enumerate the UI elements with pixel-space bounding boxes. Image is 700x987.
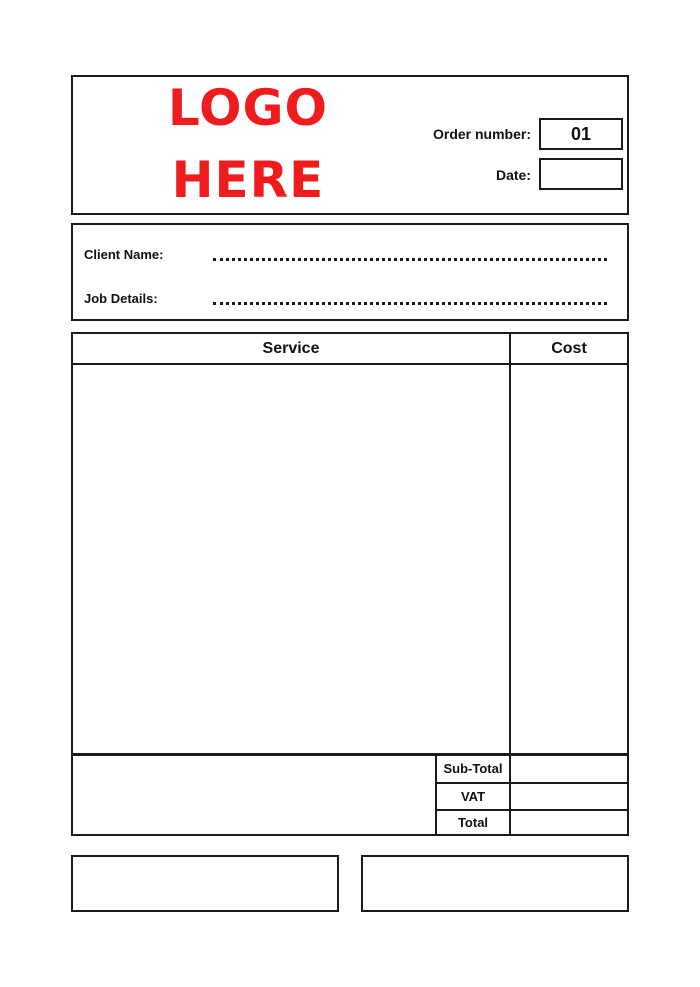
footer-box-right[interactable]: [361, 855, 629, 912]
order-number-label: Order number:: [432, 126, 531, 142]
date-field[interactable]: [539, 158, 623, 190]
client-details-section: [71, 223, 629, 321]
service-entry-area[interactable]: [73, 365, 509, 754]
client-name-field[interactable]: [213, 258, 607, 261]
cost-entry-area[interactable]: [511, 365, 627, 754]
table-header-row: [73, 334, 627, 365]
logo-placeholder-line-1: LOGO: [167, 79, 329, 137]
total-field[interactable]: [511, 810, 627, 836]
logo-placeholder-line-2: HERE: [171, 151, 325, 209]
cost-column-header: Cost: [551, 339, 587, 357]
subtotal-field[interactable]: [511, 755, 627, 781]
vat-field[interactable]: [511, 783, 627, 809]
service-column-header: Service: [262, 339, 320, 357]
job-details-label: Job Details:: [84, 291, 158, 306]
total-label: Total: [457, 814, 489, 830]
client-name-label: Client Name:: [84, 247, 164, 262]
footer-box-left[interactable]: [71, 855, 339, 912]
subtotal-label: Sub-Total: [443, 761, 503, 776]
date-label: Date:: [495, 167, 531, 183]
order-number-value: 01: [570, 123, 592, 144]
notes-area[interactable]: [73, 755, 435, 834]
service-table: [71, 332, 629, 756]
order-number-field[interactable]: [539, 118, 623, 150]
job-details-field[interactable]: [213, 302, 607, 305]
totals-section: [71, 753, 629, 836]
header-section: [71, 75, 629, 215]
vat-label: VAT: [460, 789, 486, 804]
